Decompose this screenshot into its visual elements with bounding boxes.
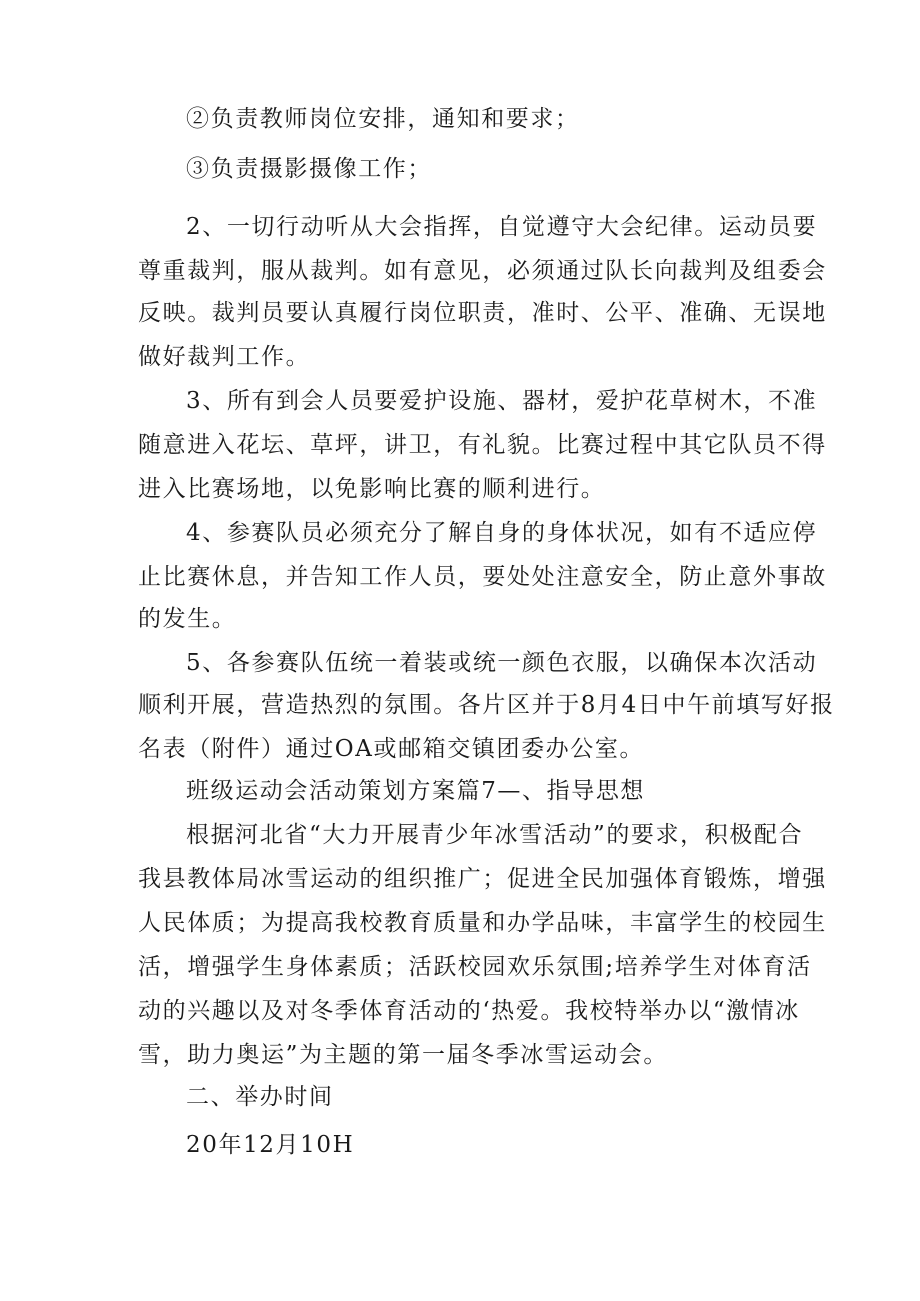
text-line: ③负责摄影摄像工作；: [186, 156, 432, 182]
text-line: 4、参赛队员必须充分了解自身的身体状况，如有不适应停: [186, 520, 818, 546]
section-heading: 班级运动会活动策划方案篇7—、指导思想: [186, 778, 646, 804]
text-line: 反映。裁判员要认真履行岗位职责，准时、公平、准确、无误地: [138, 300, 827, 326]
text-line: 的发生。: [138, 606, 237, 632]
text-line: 5、各参赛队伍统一着装或统一颜色衣服，以确保本次活动: [186, 650, 818, 676]
text-line: 进入比赛场地，以免影响比赛的顺利进行。: [138, 476, 606, 502]
section-heading: 二、举办时间: [186, 1084, 334, 1110]
text-line: 雪，助力奥运”为主题的第一届冬季冰雪运动会。: [138, 1042, 668, 1068]
text-line: 我县教体局冰雪运动的组织推广；促进全民加强体育锻炼，增强: [138, 866, 827, 892]
text-line: 动的兴趣以及对冬季体育活动的‘热爱。我校特举办以“激情冰: [138, 998, 800, 1024]
text-line: 人民体质；为提高我校教育质量和办学品味，丰富学生的校园生: [138, 910, 827, 936]
date-line: 20年12月10H: [186, 1132, 355, 1158]
text-line: 名表（附件）通过OA或邮箱交镇团委办公室。: [138, 736, 645, 762]
text-line: 尊重裁判，服从裁判。如有意见，必须通过队长向裁判及组委会: [138, 258, 827, 284]
text-line: 活，增强学生身体素质；活跃校园欢乐氛围;培养学生对体育活: [138, 954, 812, 980]
text-line: 根据河北省“大力开展青少年冰雪活动”的要求，积极配合: [186, 822, 804, 848]
text-line: 止比赛休息，并告知工作人员，要处处注意安全，防止意外事故: [138, 564, 827, 590]
text-line: 做好裁判工作。: [138, 344, 311, 370]
text-line: 顺利开展，营造热烈的氛围。各片区并于8月4日中午前填写好报: [138, 692, 835, 718]
text-line: ②负责教师岗位安排，通知和要求；: [186, 106, 580, 132]
text-line: 3、所有到会人员要爱护设施、器材，爱护花草树木，不准: [186, 388, 818, 414]
text-line: 随意进入花坛、草坪，讲卫，有礼貌。比赛过程中其它队员不得: [138, 432, 827, 458]
text-line: 2、一切行动听从大会指挥，自觉遵守大会纪律。运动员要: [186, 214, 818, 240]
